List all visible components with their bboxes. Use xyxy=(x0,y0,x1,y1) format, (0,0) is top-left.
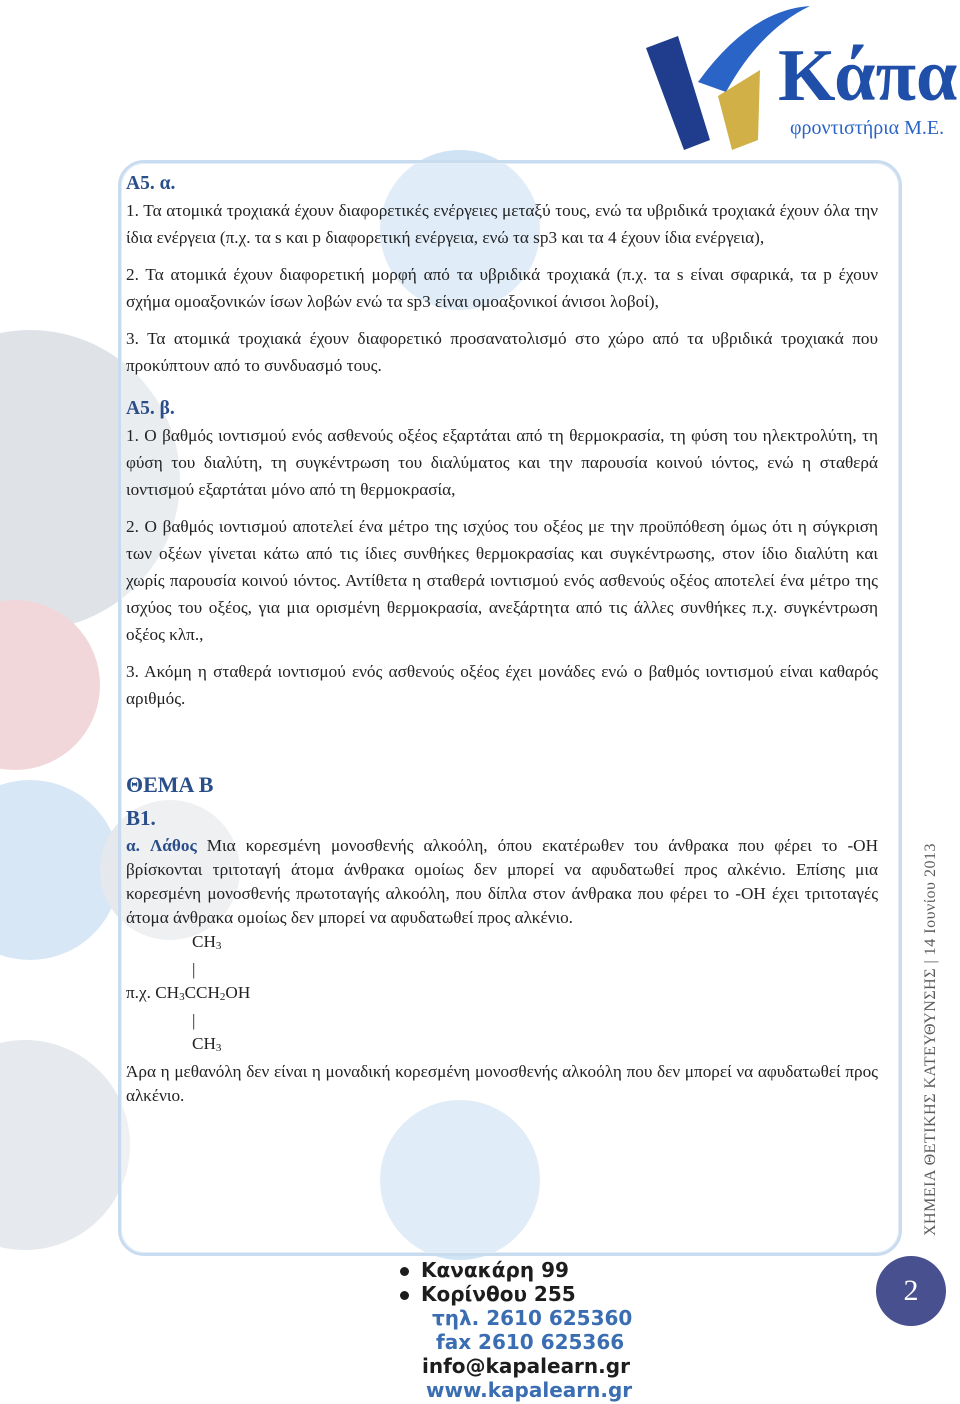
section-heading-a5a: Α5. α. xyxy=(126,173,176,194)
theme-subheading: Β1. xyxy=(126,806,156,830)
contact-info xyxy=(400,1258,660,1402)
paragraph: 3. Τα ατομικά τροχιακά έχουν διαφορετικό προσανατολισμό στο χώρο από τα υβριδικά τροχιακά που προκύπτουν από το συνδυασμό τους. xyxy=(126,329,878,375)
bullet-icon xyxy=(400,1267,409,1276)
logo-text: Κάπα xyxy=(778,35,958,117)
formula-bottom: CH xyxy=(192,1034,216,1053)
address-1: Κανακάρη 99 xyxy=(421,1258,569,1282)
paragraph: 2. Ο βαθμός ιοντισμού αποτελεί ένα μέτρο της ισχύος του οξέος με την προϋπόθεση όμως ότι η σύγκριση των οξέων γίνεται κάτω από τις ίδιες συνθήκες θερμοκρασίας και συγκέντρωσης, στον ίδιο διαλύτη και χωρίς παρουσία κοινού ιόντος. Αντίθετα η σταθερά ιοντισμού ενός ασθενούς οξέος αποτελεί ένα μέτρο της ισχύος του οξέος, για μια ορισμένη θερμοκρασία, ανεξάρτητα από τις άλλες συνθήκες π.χ. συγκέντρωση οξέος κλπ., xyxy=(126,517,878,644)
address-2: Κορίνθου 255 xyxy=(421,1282,576,1306)
logo-subtitle: φροντιστήρια Μ.Ε. xyxy=(790,117,945,139)
paragraph: 3. Ακόμη η σταθερά ιοντισμού ενός ασθενούς οξέος έχει μονάδες ενώ ο βαθμός ιοντισμού είναι καθαρός αριθμός. xyxy=(126,662,878,708)
kapa-logo xyxy=(640,0,960,150)
answer-label: α. xyxy=(126,836,140,855)
conclusion-paragraph: Άρα η μεθανόλη δεν είναι η μοναδική κορεσμένη μονοσθενής αλκοόλη που δεν μπορεί να αφυδατωθεί προς αλκένιο. xyxy=(126,1062,878,1105)
logo-k-stroke xyxy=(646,36,710,150)
website-link[interactable]: www.kapalearn.gr xyxy=(426,1378,633,1402)
theme-heading: ΘΕΜΑ Β xyxy=(126,772,214,797)
bg-circle-red-left xyxy=(0,600,100,770)
bg-circle-grey-bottom xyxy=(0,1040,130,1250)
paragraph: 1. Ο βαθμός ιοντισμού ενός ασθενούς οξέος εξαρτάται από τη θερμοκρασία, τη φύση του ηλεκτρολύτη, τη φύση του διαλύτη, τη συγκέντρωση του διαλύματος και την παρουσία κοινού ιόντος, ενώ η σταθερά ιοντισμού εξαρτάται μόνο από τη θερμοκρασία, xyxy=(126,426,878,499)
formula-top-sub: 3 xyxy=(215,940,222,952)
structural-formula xyxy=(126,930,878,1060)
phone: τηλ. 2610 625360 xyxy=(432,1306,633,1330)
paragraph: 2. Τα ατομικά έχουν διαφορετική μορφή από τα υβριδικά τροχιακά (π.χ. τα s είναι σφαρικά, τα p έχουν σχήμα ομοαξονικών ίσων λοβών ενώ τα sp3 είναι ομοαξονικοί άνισοι λοβοί), xyxy=(126,265,878,311)
email-link[interactable]: info@kapalearn.gr xyxy=(422,1354,630,1378)
formula-sub-1: 3 xyxy=(179,991,185,1003)
formula-mid: CCH xyxy=(184,983,220,1002)
formula-prefix: π.χ. CH xyxy=(126,983,180,1002)
page-number: 2 xyxy=(876,1256,946,1326)
side-subject-date: ΧΗΜΕΙΑ ΘΕΤΙΚΗΣ ΚΑΤΕΥΘΥΝΣΗΣ | 14 Ιουνίου 2013 xyxy=(922,843,939,1236)
fax: fax 2610 625366 xyxy=(436,1330,625,1354)
formula-top: CH xyxy=(192,932,216,951)
content-area xyxy=(126,170,878,1108)
formula-bond-top: | xyxy=(192,960,196,979)
paragraph: 1. Τα ατομικά τροχιακά έχουν διαφορετικές ενέργειες μεταξύ τους, ενώ τα υβριδικά τροχιακά έχουν όλα την ίδια ενέργεια (π.χ. τα s και p διαφορετική ενέργεια, ενώ τα sp3 και τα 4 έχουν ίδια ενέργεια), xyxy=(126,201,878,247)
formula-bottom-sub: 3 xyxy=(215,1042,222,1054)
formula-end: OH xyxy=(225,983,251,1002)
answer-verdict: Λάθος xyxy=(149,836,197,855)
section-heading-a5b: Α5. β. xyxy=(126,398,175,419)
formula-bond-bottom: | xyxy=(192,1011,196,1030)
answer-text: Μια κορεσμένη μονοσθενής αλκοόλη, όπου εκατέρωθεν του άνθρακα που φέρει το -ΟΗ βρίσκονται τριτοταγή άτομα άνθρακα ομοίως δεν μπορεί να αφυδατωθεί προς αλκένιο. Επίσης μια κορεσμένη μονοσθενής πρωτοταγής αλκοόλη, που δίπλα στον άνθρακα που φέρει το -ΟΗ έχει τριτοταγές άτομα άνθρακα ομοίως δεν μπορεί να αφυδατωθεί προς αλκένιο. xyxy=(126,836,879,927)
formula-sub-2: 2 xyxy=(219,991,226,1003)
theme-paragraph xyxy=(126,834,878,930)
bullet-icon xyxy=(400,1291,409,1300)
